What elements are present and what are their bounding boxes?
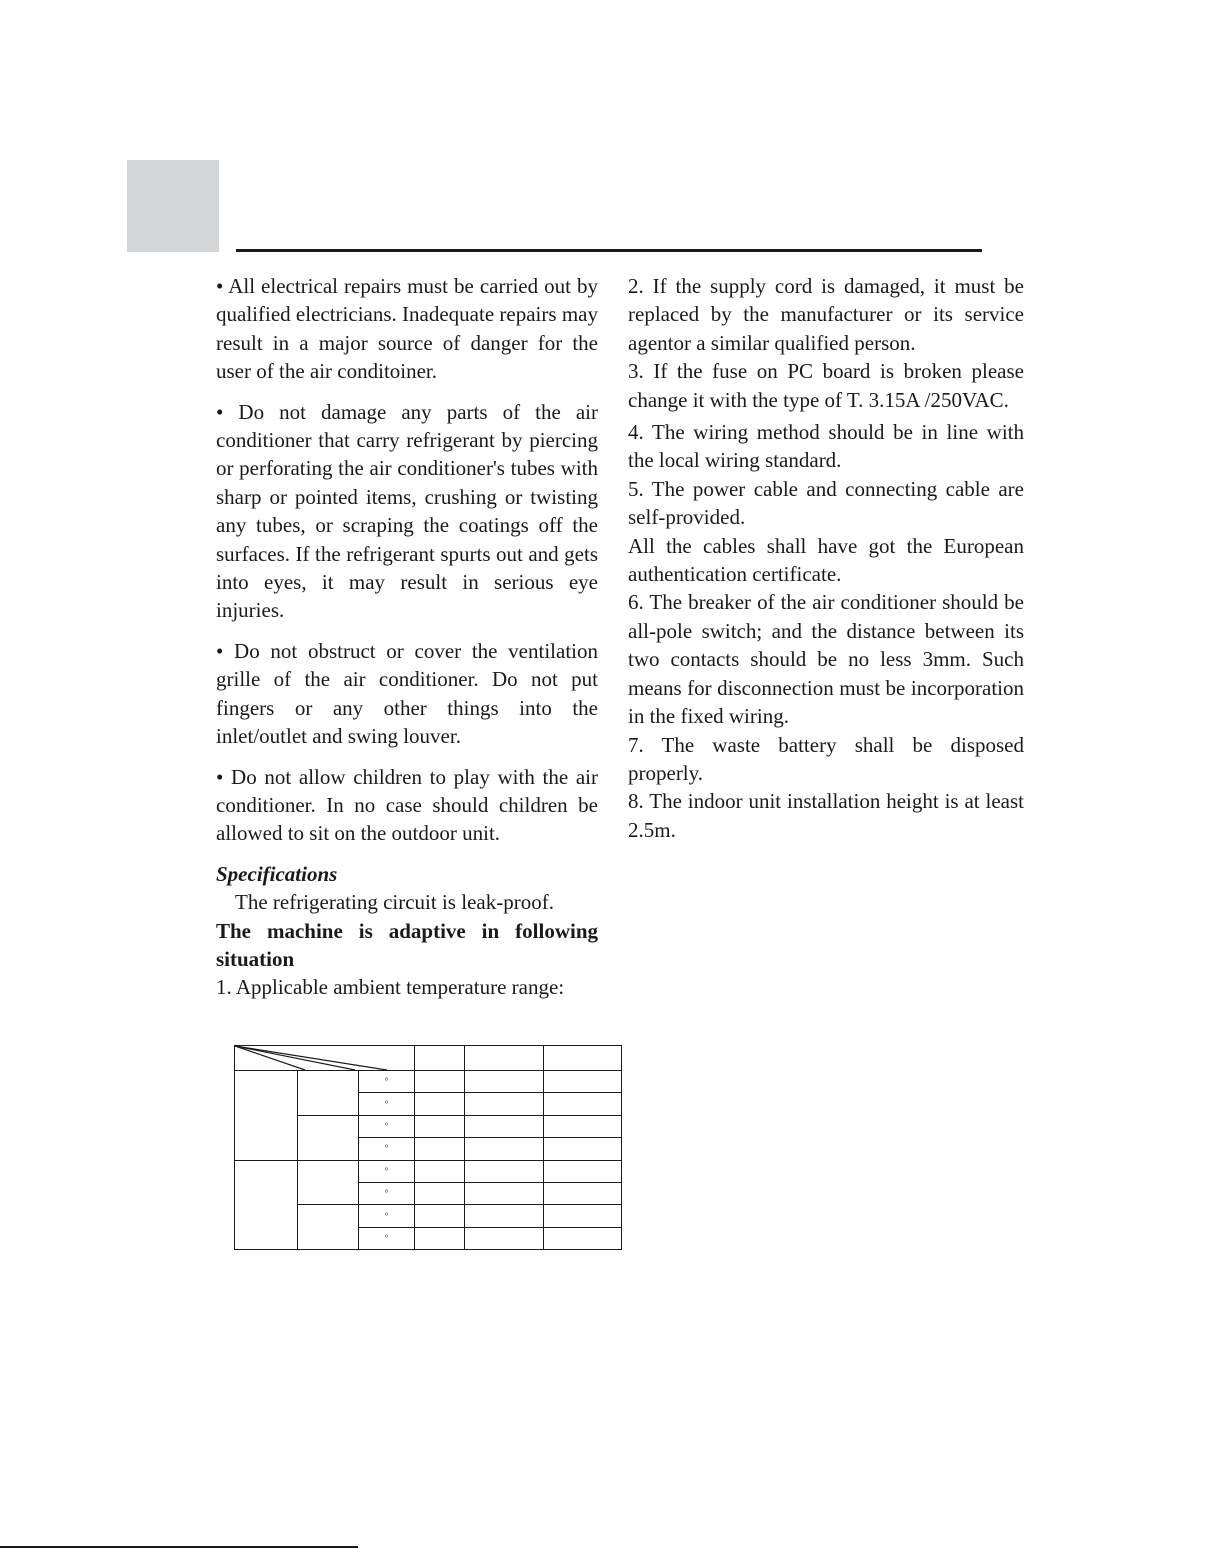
table-subgroup-cell (298, 1115, 359, 1160)
table-cell (465, 1138, 544, 1160)
table-cell (415, 1093, 465, 1115)
table-unit-cell: ° (359, 1115, 415, 1137)
item-fuse: 3. If the fuse on PC board is broken please change it with the type of T. 3.15A /250VAC. (628, 359, 1024, 412)
table-cell (544, 1160, 622, 1182)
table-row (235, 1071, 622, 1093)
right-column (628, 272, 1024, 844)
table-cell (544, 1093, 622, 1115)
table-group-cell (235, 1071, 298, 1161)
table-header-row (235, 1046, 622, 1071)
table-subgroup-cell (298, 1071, 359, 1116)
item-waste-battery: 7. The waste battery shall be disposed properly. (628, 732, 1024, 785)
adaptive-situation-heading: The machine is adaptive in following situation (216, 918, 598, 971)
table-cell (415, 1227, 465, 1249)
item-supply-cord: 2. If the supply cord is damaged, it must be replaced by the manufacturer or its service agentor a similar qualified person. (628, 274, 1024, 355)
table-cell (415, 1071, 465, 1093)
table-cell (544, 1205, 622, 1227)
header-rule (236, 249, 982, 252)
table-subgroup-cell (298, 1205, 359, 1250)
item-breaker: 6. The breaker of the air conditioner should be all-pole switch; and the distance between its two contacts should be no less 3mm. Such means for disconnection must be incorporation in the fixed wiring. (628, 590, 1024, 729)
table-cell (544, 1182, 622, 1204)
safety-bullet-ventilation-grille: • Do not obstruct or cover the ventilation grille of the air conditioner. Do not put fingers or any other things into the inlet/outlet and swing louver. (216, 638, 598, 749)
table-corner-cell (235, 1046, 415, 1071)
table-unit-cell: ° (359, 1138, 415, 1160)
item-installation-height: 8. The indoor unit installation height is at least 2.5m. (628, 789, 1024, 842)
table-cell (544, 1115, 622, 1137)
item-cable-certificate: All the cables shall have got the European authentication certificate. (628, 533, 1024, 587)
table-group-cell (235, 1160, 298, 1250)
table-header-cell (415, 1046, 465, 1071)
safety-bullet-electrical-repairs: • All electrical repairs must be carried out by qualified electricians. Inadequate repairs may result in a major source of danger for the user of the air conditoiner. (216, 274, 598, 384)
left-column (216, 272, 598, 1002)
table-unit-cell: ° (359, 1182, 415, 1204)
item-power-cable: 5. The power cable and connecting cable are self-provided. (628, 476, 1024, 530)
ambient-temperature-table (234, 1045, 622, 1250)
table-unit-cell: ° (359, 1205, 415, 1227)
table-cell (544, 1071, 622, 1093)
table-header-cell (544, 1046, 622, 1071)
table-cell (465, 1205, 544, 1227)
table-cell (544, 1138, 622, 1160)
table-cell (465, 1093, 544, 1115)
table-cell (465, 1071, 544, 1093)
diagonal-lines (235, 1046, 414, 1070)
specifications-leak-proof: The refrigerating circuit is leak-proof. (235, 890, 554, 915)
table-cell (465, 1182, 544, 1204)
table-cell (415, 1182, 465, 1204)
table-row (235, 1160, 622, 1182)
table-cell (415, 1160, 465, 1182)
table-subgroup-cell (298, 1160, 359, 1205)
table-cell (465, 1115, 544, 1137)
table-unit-cell: ° (359, 1071, 415, 1093)
table-cell (465, 1227, 544, 1249)
specifications-heading: Specifications (216, 861, 338, 886)
table-cell (415, 1205, 465, 1227)
section-marker-block (127, 160, 219, 252)
table-cell (415, 1138, 465, 1160)
table-cell (544, 1227, 622, 1249)
safety-bullet-refrigerant-parts: • Do not damage any parts of the air conditioner that carry refrigerant by piercing or perforating the air conditioner's tubes with sharp or pointed items, crushing or twisting any tubes, or scraping the coatings off the surfaces. If the refrigerant spurts out and gets into eyes, it may result in serious eye injuries. (216, 399, 598, 623)
table-header-cell (465, 1046, 544, 1071)
item-wiring-method: 4. The wiring method should be in line with the local wiring standard. (628, 420, 1024, 473)
table-cell (415, 1115, 465, 1137)
table-unit-cell: ° (359, 1093, 415, 1115)
safety-bullet-children: • Do not allow children to play with the air conditioner. In no case should children be allowed to sit on the outdoor unit. (216, 764, 598, 846)
footer-rule (0, 1546, 358, 1548)
table-unit-cell: ° (359, 1160, 415, 1182)
table-cell (465, 1160, 544, 1182)
item-ambient-temperature: 1. Applicable ambient temperature range: (216, 975, 565, 1000)
table-unit-cell: ° (359, 1227, 415, 1249)
